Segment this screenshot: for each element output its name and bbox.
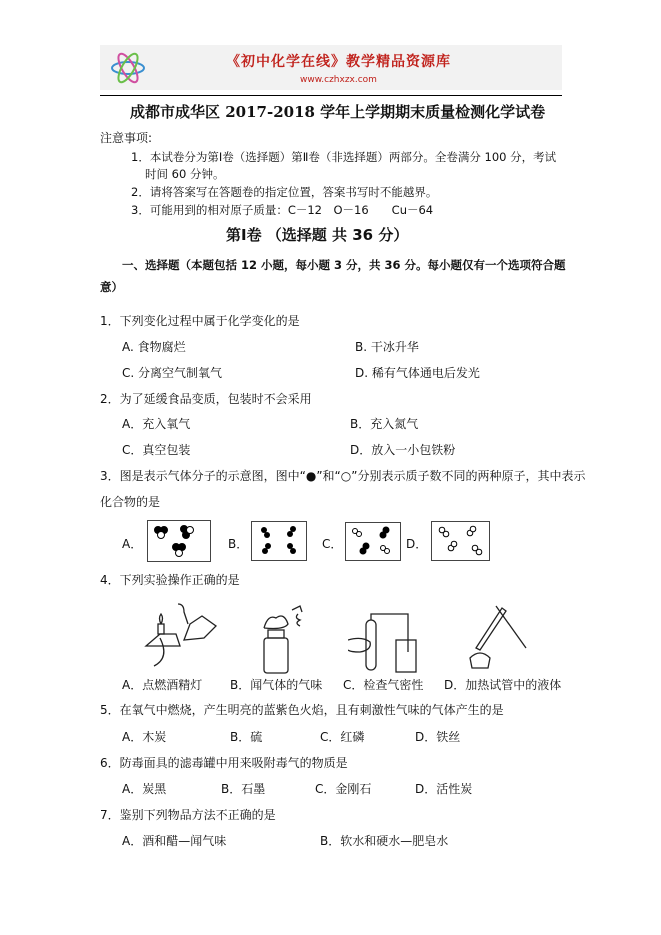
lighting-alcohol-lamp-image bbox=[140, 598, 220, 670]
checking-airtightness-image bbox=[348, 612, 423, 674]
q7-option-a: A．酒和醋—闻气味 bbox=[122, 834, 227, 848]
question-7-stem: 7．鉴别下列物品方法不正确的是 bbox=[100, 808, 276, 822]
question-3-stem-cont: 化合物的是 bbox=[100, 495, 161, 509]
q3-diagram-d bbox=[431, 521, 490, 561]
brand-title: 《初中化学在线》教学精品资源库 bbox=[226, 54, 451, 70]
q3-diagram-b bbox=[251, 521, 307, 561]
q4-option-d: D．加热试管中的液体 bbox=[444, 678, 562, 692]
section-heading-cont: 意） bbox=[100, 280, 123, 294]
q4-option-b: B．闻气体的气味 bbox=[230, 678, 323, 692]
atom-logo-icon bbox=[108, 49, 148, 87]
q1-option-b: B. 干冰升华 bbox=[355, 340, 419, 354]
q6-option-d: D．活性炭 bbox=[415, 782, 473, 796]
q5-option-b: B．硫 bbox=[230, 730, 263, 744]
q6-option-a: A．炭黑 bbox=[122, 782, 167, 796]
question-4-stem: 4．下列实验操作正确的是 bbox=[100, 573, 240, 587]
q3-option-b: B． bbox=[228, 537, 249, 551]
smelling-gas-image bbox=[258, 600, 308, 675]
note-1: 1．本试卷分为第Ⅰ卷（选择题）第Ⅱ卷（非选择题）两部分。全卷满分 100 分，考试 bbox=[131, 150, 557, 164]
note-3: 3．可能用到的相对原子质量：C－12 O－16 Cu－64 bbox=[131, 203, 434, 217]
q5-option-c: C．红磷 bbox=[320, 730, 365, 744]
q6-option-c: C．金刚石 bbox=[315, 782, 372, 796]
header-banner bbox=[100, 45, 562, 90]
question-3-stem: 3．图是表示气体分子的示意图，图中“●”和“○”分别表示质子数不同的两种原子，其中表示 bbox=[100, 469, 586, 483]
q4-option-a: A．点燃酒精灯 bbox=[122, 678, 203, 692]
heating-liquid-image bbox=[466, 600, 536, 672]
q2-option-b: B．充入氮气 bbox=[350, 417, 419, 431]
page-title: 成都市成华区 2017-2018 学年上学期期末质量检测化学试卷 bbox=[130, 103, 546, 121]
question-6-stem: 6．防毒面具的滤毒罐中用来吸附毒气的物质是 bbox=[100, 756, 348, 770]
q5-option-d: D．铁丝 bbox=[415, 730, 461, 744]
q3-option-c: C． bbox=[322, 537, 343, 551]
q1-option-d: D. 稀有气体通电后发光 bbox=[355, 366, 480, 380]
q6-option-b: B．石墨 bbox=[221, 782, 266, 796]
question-2-stem: 2．为了延缓食品变质，包装时不会采用 bbox=[100, 392, 312, 406]
brand-url: www.czhxzx.com bbox=[300, 75, 377, 85]
notes-heading: 注意事项: bbox=[100, 131, 153, 145]
q2-option-c: C．真空包装 bbox=[122, 443, 191, 457]
part1-title: 第Ⅰ卷 （选择题 共 36 分） bbox=[226, 226, 409, 244]
q3-option-a: A． bbox=[122, 537, 143, 551]
q3-diagram-c bbox=[345, 522, 401, 561]
question-1-stem: 1．下列变化过程中属于化学变化的是 bbox=[100, 314, 300, 328]
note-2: 2．请将答案写在答题卷的指定位置，答案书写时不能越界。 bbox=[131, 185, 438, 199]
q1-option-c: C. 分离空气制氧气 bbox=[122, 366, 223, 380]
q5-option-a: A．木炭 bbox=[122, 730, 167, 744]
q1-option-a: A. 食物腐烂 bbox=[122, 340, 186, 354]
q3-diagram-a bbox=[147, 520, 211, 562]
q4-option-c: C．检查气密性 bbox=[343, 678, 424, 692]
q2-option-d: D．放入一小包铁粉 bbox=[350, 443, 456, 457]
header-rule bbox=[100, 95, 562, 96]
note-1-cont: 时间 60 分钟。 bbox=[145, 167, 225, 181]
section-heading: 一、选择题（本题包括 12 小题，每小题 3 分，共 36 分。每小题仅有一个选项符合题 bbox=[122, 258, 566, 272]
q7-option-b: B．软水和硬水—肥皂水 bbox=[320, 834, 449, 848]
q3-option-d: D． bbox=[406, 537, 428, 551]
question-5-stem: 5．在氧气中燃烧，产生明亮的蓝紫色火焰，且有刺激性气味的气体产生的是 bbox=[100, 703, 504, 717]
q2-option-a: A．充入氧气 bbox=[122, 417, 191, 431]
